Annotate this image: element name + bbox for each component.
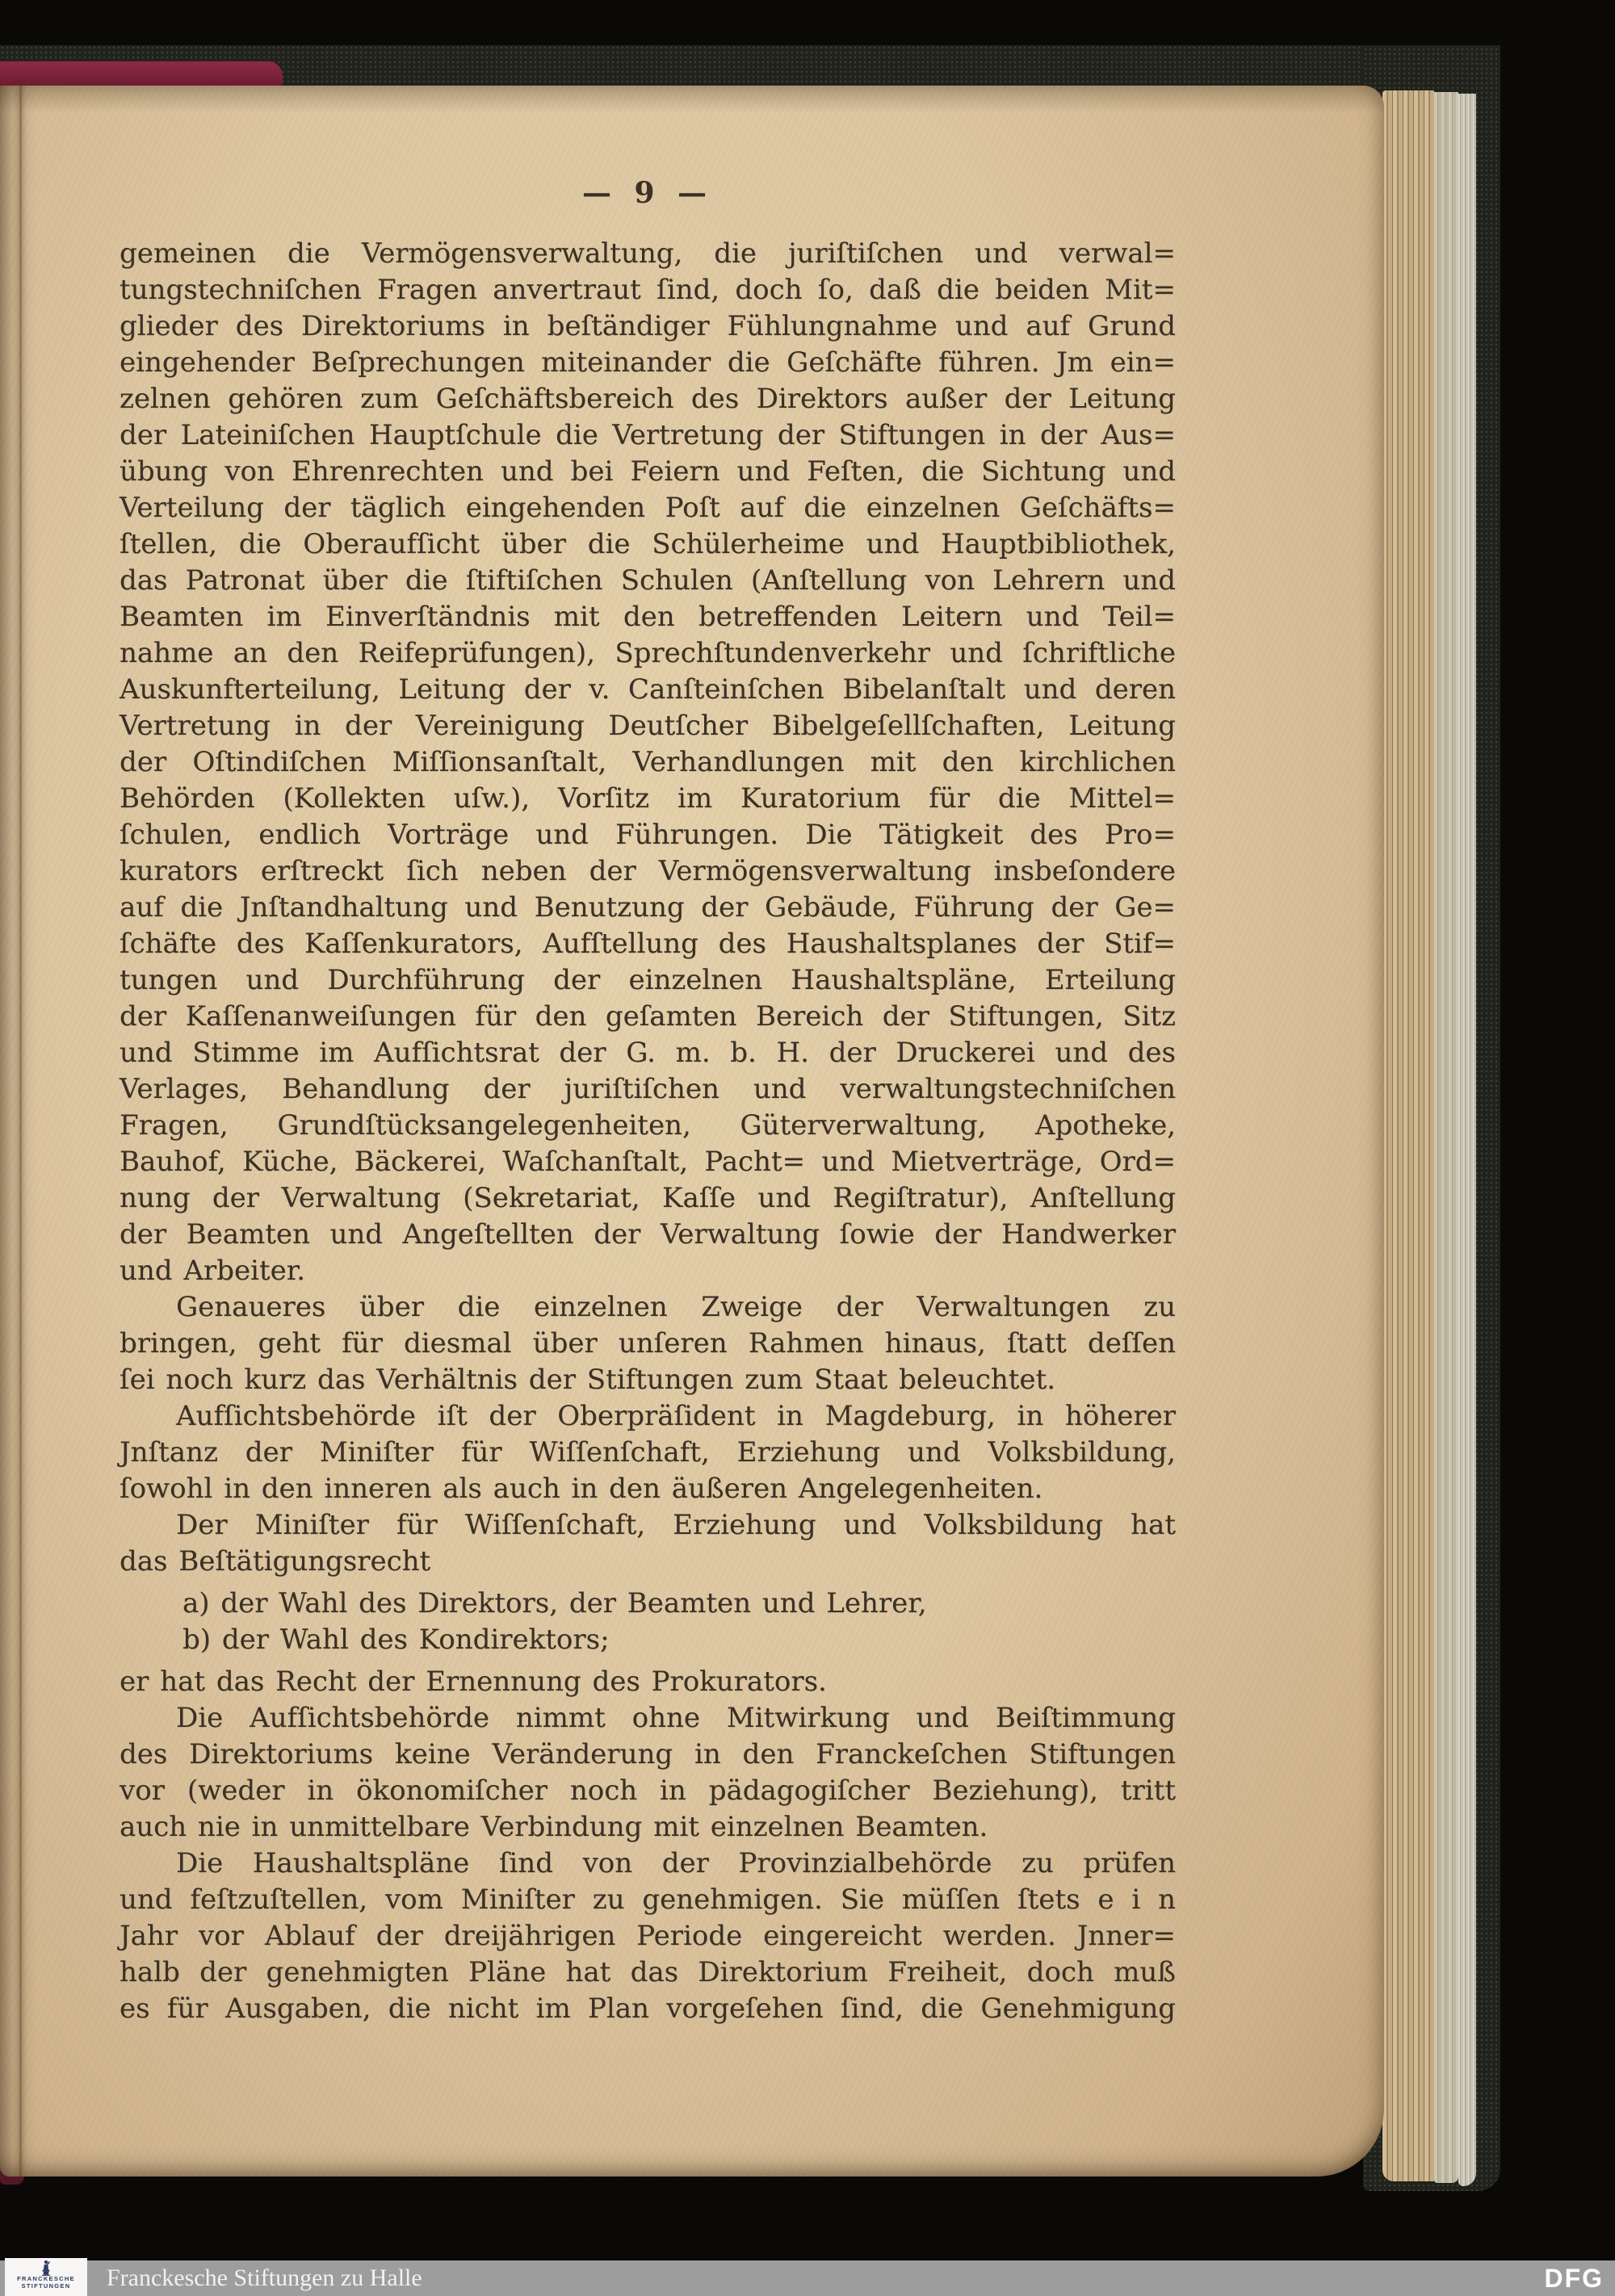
- francke-monument-icon: [39, 2260, 53, 2276]
- text-line: das Patronat über die ſtiftiſchen Schulen (Anſtellung von Lehrern und: [120, 564, 1176, 597]
- text-line: Jahr vor Ablauf der dreijährigen Periode eingereicht werden. Jnner=: [120, 1920, 1176, 1952]
- text-line: es für Ausgaben, die nicht im Plan vorgeſehen ſind, die Genehmigung: [120, 1992, 1176, 2025]
- footer-institution-title: Franckesche Stiftungen zu Halle: [107, 2265, 422, 2291]
- paragraph: [120, 1846, 1176, 2027]
- paragraph: [120, 1700, 1176, 1846]
- text-line: Verlages, Behandlung der juriſtiſchen und verwaltungstechniſchen: [120, 1073, 1176, 1105]
- text-line: vor (weder in ökonomiſcher noch in pädagogiſcher Beziehung), tritt: [120, 1774, 1176, 1807]
- text-line: Der Miniſter für Wiſſenſchaft, Erziehung und Volksbildung hat: [176, 1509, 1176, 1541]
- text-line: Fragen, Grundſtücksangelegenheiten, Güterverwaltung, Apotheke,: [120, 1109, 1176, 1142]
- book-page: [0, 86, 1384, 2177]
- text-line: nung der Verwaltung (Sekretariat, Kaſſe und Regiſtratur), Anſtellung: [120, 1182, 1176, 1214]
- text-line: der Beamten und Angeſtellten der Verwaltung ſowie der Handwerker: [120, 1218, 1176, 1251]
- logo-text-line1: FRANCKESCHE: [17, 2275, 75, 2282]
- text-line: glieder des Direktoriums in beſtändiger Fühlungnahme und auf Grund: [120, 310, 1176, 342]
- text-line: zelnen gehören zum Geſchäftsbereich des Direktors außer der Leitung: [120, 383, 1176, 415]
- paragraph: [120, 1664, 1176, 1700]
- text-line: Vertretung in der Vereinigung Deutſcher Bibelgeſellſchaften, Leitung: [120, 710, 1176, 742]
- text-line: das Beſtätigungsrecht: [120, 1545, 431, 1577]
- text-line: Die Haushaltspläne ſind von der Provinzialbehörde zu prüfen: [176, 1847, 1176, 1879]
- page-stack: [1382, 90, 1434, 2181]
- footer-bar: [0, 2260, 1615, 2296]
- text-line: b) der Wahl des Kondirektors;: [182, 1624, 610, 1656]
- text-line: kurators erſtreckt ſich neben der Vermögensverwaltung insbeſondere: [120, 855, 1176, 887]
- list-block: [120, 1586, 1176, 1658]
- text-line: auf die Jnſtandhaltung und Benutzung der Gebäude, Führung der Ge=: [120, 891, 1176, 924]
- text-line: ſei noch kurz das Verhältnis der Stiftungen zum Staat beleuchtet.: [120, 1364, 1056, 1396]
- paragraph: [120, 236, 1176, 1289]
- text-line: eingehender Beſprechungen miteinander die Geſchäfte führen. Jm ein=: [120, 346, 1176, 379]
- text-line: Aufſichtsbehörde iſt der Oberpräſident in Magdeburg, in höherer: [176, 1400, 1176, 1432]
- text-line: auch nie in unmittelbare Verbindung mit einzelnen Beamten.: [120, 1811, 988, 1843]
- fore-edge: [1458, 94, 1476, 2186]
- dfg-logo: DFG: [1544, 2263, 1604, 2293]
- text-line: ſtellen, die Oberaufſicht über die Schülerheime und Hauptbibliothek,: [120, 528, 1176, 560]
- text-line: ſowohl in den inneren als auch in den äußeren Angelegenheiten.: [120, 1473, 1043, 1505]
- text-line: ſchäfte des Kaſſenkurators, Aufſtellung des Haushaltsplanes der Stif=: [120, 928, 1176, 960]
- text-line: des Direktoriums keine Veränderung in den Franckeſchen Stiftungen: [120, 1738, 1176, 1770]
- text-line: der Oſtindiſchen Miſſionsanſtalt, Verhandlungen mit den kirchlichen: [120, 746, 1176, 778]
- text-line: und Stimme im Aufſichtsrat der G. m. b. H. der Druckerei und des: [120, 1037, 1176, 1069]
- text-line: halb der genehmigten Pläne hat das Direktorium Freiheit, doch muß: [120, 1956, 1176, 1988]
- text-line: tungstechniſchen Fragen anvertraut ſind, doch ſo, daß die beiden Mit=: [120, 274, 1176, 306]
- gutter-crease: [19, 86, 22, 2177]
- page-stack-light: [1434, 92, 1458, 2183]
- text-line: tungen und Durchführung der einzelnen Haushaltspläne, Erteilung: [120, 964, 1176, 996]
- paragraph: [120, 1507, 1176, 1580]
- logo-text-line2: STIFTUNGEN: [21, 2281, 71, 2290]
- text-line: der Lateiniſchen Hauptſchule die Vertretung der Stiftungen in der Aus=: [120, 419, 1176, 451]
- paragraph: [120, 1398, 1176, 1507]
- text-line: Bauhof, Küche, Bäckerei, Waſchanſtalt, Pacht= und Mietverträge, Ord=: [120, 1146, 1176, 1178]
- text-line: Verteilung der täglich eingehenden Poſt auf die einzelnen Geſchäfts=: [120, 492, 1176, 524]
- text-line: ſchulen, endlich Vorträge und Führungen. Die Tätigkeit des Pro=: [120, 819, 1176, 851]
- text-line: er hat das Recht der Ernennung des Prokurators.: [120, 1665, 827, 1698]
- text-line: Behörden (Kollekten uſw.), Vorſitz im Kuratorium für die Mittel=: [120, 782, 1176, 815]
- text-line: Beamten im Einverſtändnis mit den betreffenden Leitern und Teil=: [120, 601, 1176, 633]
- text-line: bringen, geht für diesmal über unſeren Rahmen hinaus, ſtatt deſſen: [120, 1327, 1176, 1360]
- text-line: und feſtzuſtellen, vom Miniſter zu genehmigen. Sie müſſen ſtets e i n: [120, 1883, 1176, 1916]
- text-line: Genaueres über die einzelnen Zweige der Verwaltungen zu: [176, 1291, 1176, 1323]
- page-number: — 9 —: [581, 176, 714, 210]
- franckesche-stiftungen-logo: [5, 2258, 87, 2296]
- text-block: [120, 236, 1176, 2027]
- text-line: Die Aufſichtsbehörde nimmt ohne Mitwirkung und Beiſtimmung: [176, 1702, 1176, 1734]
- text-line: Auskunfterteilung, Leitung der v. Canſteinſchen Bibelanſtalt und deren: [120, 673, 1176, 706]
- text-line: a) der Wahl des Direktors, der Beamten und Lehrer,: [182, 1587, 927, 1619]
- text-line: und Arbeiter.: [120, 1255, 306, 1287]
- text-line: gemeinen die Vermögensverwaltung, die juriſtiſchen und verwal=: [120, 237, 1176, 270]
- paragraph: [120, 1289, 1176, 1398]
- text-line: der Kaſſenanweiſungen für den geſamten Bereich der Stiftungen, Sitz: [120, 1000, 1176, 1033]
- text-line: übung von Ehrenrechten und bei Feiern und Feſten, die Sichtung und: [120, 455, 1176, 488]
- text-line: nahme an den Reifeprüfungen), Sprechſtundenverkehr und ſchriftliche: [120, 637, 1176, 669]
- text-line: Jnſtanz der Miniſter für Wiſſenſchaft, Erziehung und Volksbildung,: [120, 1436, 1176, 1469]
